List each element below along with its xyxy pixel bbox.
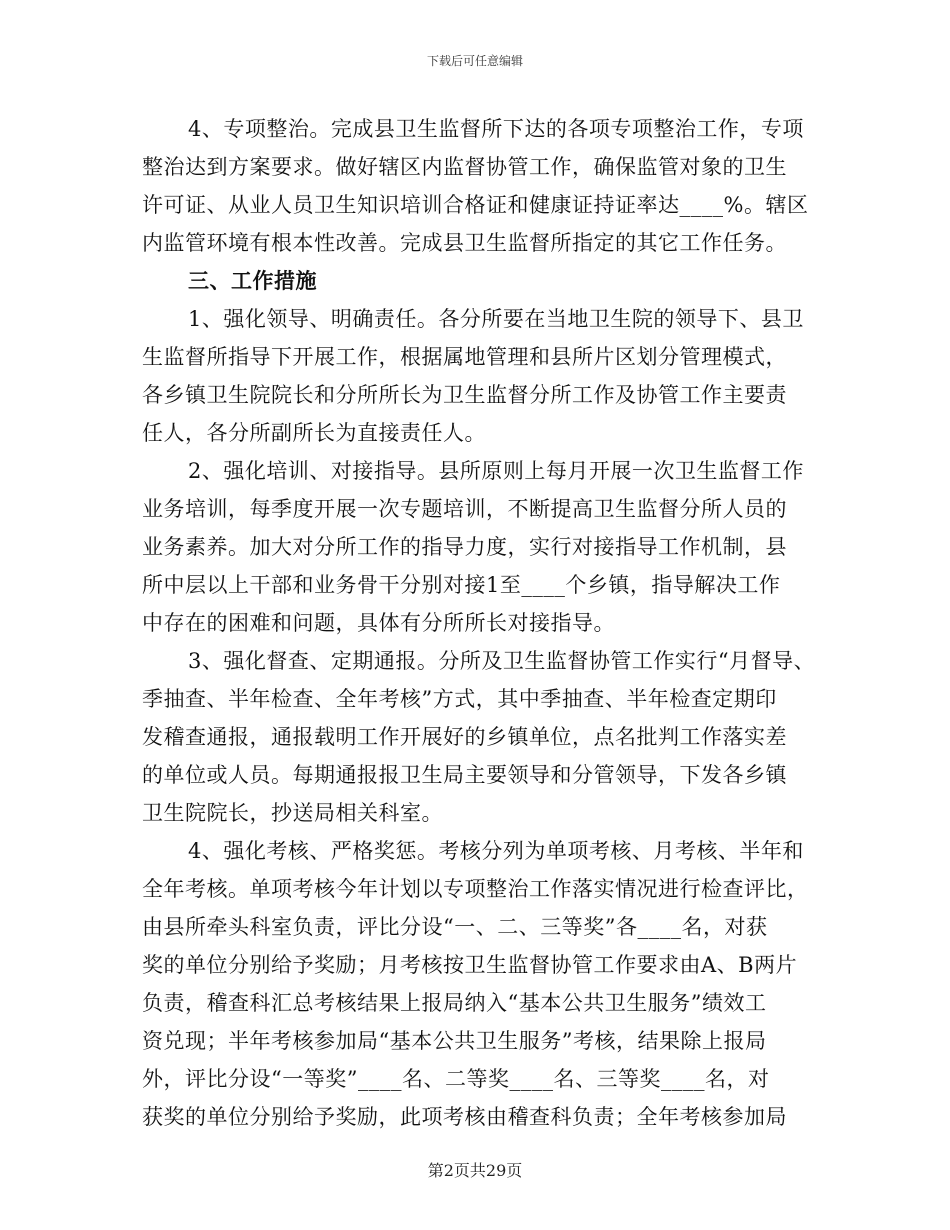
- paragraph-line: 3、强化督查、定期通报。分所及卫生监督协管工作实行“月督导、: [188, 649, 816, 673]
- paragraph-line: 4、专项整治。完成县卫生监督所下达的各项专项整治工作，专项: [188, 117, 804, 141]
- paragraph-line: 内监管环境有根本性改善。完成县卫生监督所指定的其它工作任务。: [142, 231, 787, 255]
- paragraph-line: 中存在的困难和问题，具体有分所所长对接指导。: [142, 611, 615, 635]
- paragraph-line: 2、强化培训、对接指导。县所原则上每月开展一次卫生监督工作: [188, 459, 804, 483]
- document-body: [142, 110, 822, 1136]
- paragraph-line: 卫生院院长，抄送局相关科室。: [142, 801, 443, 825]
- paragraph-line: 发稽查通报，通报载明工作开展好的乡镇单位，点名批判工作落实差: [142, 725, 787, 749]
- paragraph-line: 季抽查、半年检查、全年考核”方式，其中季抽查、半年检查定期印: [142, 687, 777, 711]
- paragraph-line: 资兑现；半年考核参加局“基本公共卫生服务”考核，结果除上报局: [142, 1029, 767, 1053]
- paragraph-line: 整治达到方案要求。做好辖区内监督协管工作，确保监管对象的卫生: [142, 155, 787, 179]
- paragraph-line: 各乡镇卫生院院长和分所所长为卫生监督分所工作及协管工作主要责: [142, 383, 787, 407]
- paragraph-line: 4、强化考核、严格奖惩。考核分列为单项考核、月考核、半年和: [188, 839, 804, 863]
- paragraph-line: 外，评比分设“一等奖”____名、二等奖____名、三等奖____名，对: [142, 1067, 770, 1091]
- page-header-note: 下载后可任意编辑: [426, 54, 523, 68]
- paragraph-line: 负责，稽查科汇总考核结果上报局纳入“基本公共卫生服务”绩效工: [142, 991, 767, 1015]
- page-number-footer: 第2页共29页: [427, 1161, 523, 1180]
- paragraph-line: 业务素养。加大对分所工作的指导力度，实行对接指导工作机制，县: [142, 535, 787, 559]
- paragraph-line: 许可证、从业人员卫生知识培训合格证和健康证持证率达____%。辖区: [142, 193, 809, 217]
- section-heading: 三、工作措施: [188, 268, 317, 293]
- paragraph-line: 生监督所指导下开展工作，根据属地管理和县所片区划分管理模式，: [142, 345, 787, 369]
- paragraph-line: 的单位或人员。每期通报报卫生局主要领导和分管领导，下发各乡镇: [142, 763, 787, 787]
- paragraph-line: 全年考核。单项考核今年计划以专项整治工作落实情况进行检查评比，: [142, 877, 809, 901]
- paragraph-line: 任人，各分所副所长为直接责任人。: [142, 421, 486, 445]
- paragraph-line: 所中层以上干部和业务骨干分别对接1至____个乡镇，指导解决工作: [142, 573, 781, 597]
- paragraph-line: 奖的单位分别给予奖励；月考核按卫生监督协管工作要求由A、B两片: [142, 953, 798, 977]
- paragraph-line: 获奖的单位分别给予奖励，此项考核由稽查科负责；全年考核参加局: [142, 1105, 787, 1129]
- paragraph-line: 1、强化领导、明确责任。各分所要在当地卫生院的领导下、县卫: [188, 307, 804, 331]
- paragraph-line: 业务培训，每季度开展一次专题培训，不断提高卫生监督分所人员的: [142, 497, 787, 521]
- paragraph-line: 由县所牵头科室负责，评比分设“一、二、三等奖”各____名，对获: [142, 915, 768, 939]
